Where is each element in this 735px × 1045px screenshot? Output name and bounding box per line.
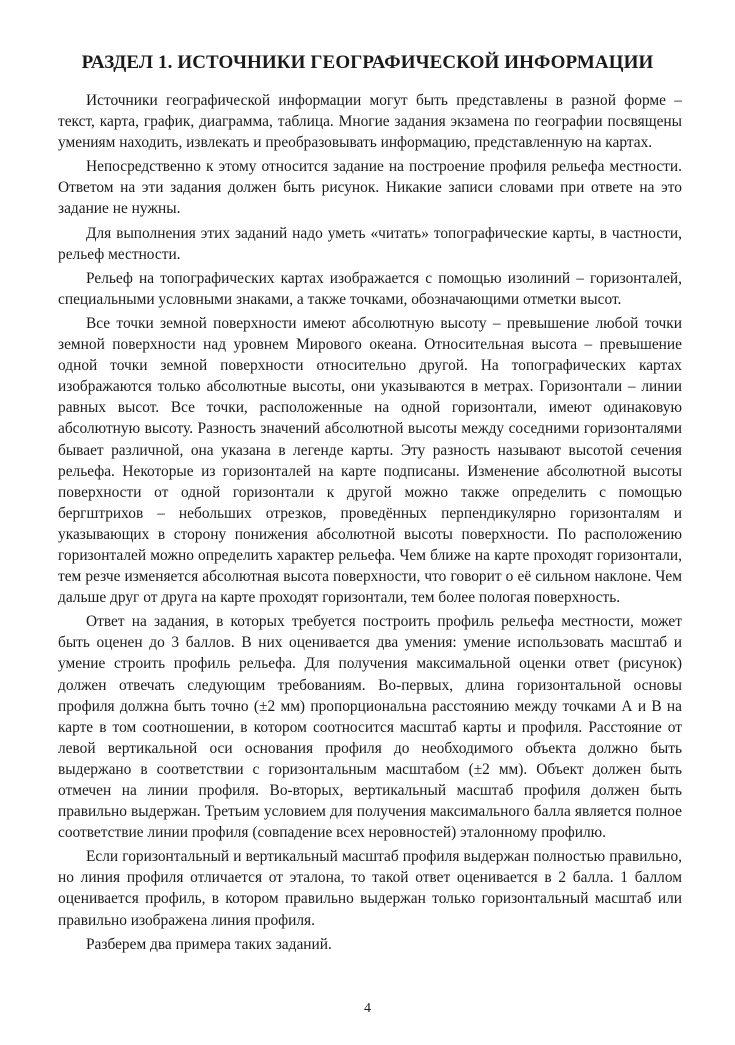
paragraph: Источники географической информации могут быть представлены в разной форме – текст, карта, график, диаграмма, таблица. Многие задания экзамена по географии посвящены умениям находить, извлекать и преобразовывать информацию, представленную на картах. — [58, 92, 682, 152]
body-text — [58, 90, 682, 958]
section-title: РАЗДЕЛ 1. ИСТОЧНИКИ ГЕОГРАФИЧЕСКОЙ ИНФОРМАЦИИ — [81, 52, 654, 73]
paragraph: Если горизонтальный и вертикальный масштаб профиля выдержан полностью правильно, но линия профиля отличается от эталона, то такой ответ оценивается в 2 балла. 1 баллом оценивается профиль, в котором правильно выдержан только горизонтальный масштаб или правильно изображена линия профиля. — [58, 848, 682, 929]
page-number: 4 — [364, 1001, 371, 1016]
paragraph: Непосредственно к этому относится задание на построение профиля рельефа местности. Ответом на эти задания должен быть рисунок. Никакие записи словами при ответе на это задание не нужны. — [58, 158, 682, 218]
paragraph: Все точки земной поверхности имеют абсолютную высоту – превышение любой точки земной поверхности над уровнем Мирового океана. Относительная высота – превышение одной точки земной поверхности относительно другой. На топографических картах изображаются только абсолютные высоты, они указываются в метрах. Горизонтали – линии равных высот. Все точки, расположенные на одной горизонтали, имеют одинаковую абсолютную высоту. Разность значений абсолютной высоты между соседними горизонталями бывает различной, она указана в легенде карты. Эту разность называют высотой сечения рельефа. Некоторые из горизонталей на карте подписаны. Изменение абсолютной высоты поверхности от одной горизонтали к другой можно также определить с помощью бергштрихов – небольших отрезков, проведённых перпендикулярно горизонталям и указывающих в сторону понижения абсолютной высоты поверхности. По расположению горизонталей можно определить характер рельефа. Чем ближе на карте проходят горизонтали, тем резче изменяется абсолютная высота поверхности, что говорит о её сильном наклоне. Чем дальше друг от друга на карте проходят горизонтали, тем более пологая поверхность. — [58, 314, 682, 607]
paragraph: Для выполнения этих заданий надо уметь «читать» топографические карты, в частности, рельеф местности. — [58, 224, 682, 263]
paragraph: Ответ на задания, в которых требуется построить профиль рельефа местности, может быть оценен до 3 баллов. В них оценивается два умения: умение использовать масштаб и умение строить профиль рельефа. Для получения максимальной оценки ответ (рисунок) должен отвечать следующим требованиям. Во-первых, длина горизонтальной основы профиля должна быть точно (±2 мм) пропорциональна расстоянию между точками А и В на карте в том соотношении, в котором соотносится масштаб карты и профиля. Расстояние от левой вертикальной оси основания профиля до необходимого объекта должно быть выдержано в соответствии с горизонтальным масштабом (±2 мм). Объект должен быть отмечен на линии профиля. Во-вторых, вертикальный масштаб профиля должен быть правильно выдержан. Третьим условием для получения максимального балла является полное соответствие линии профиля (совпадение всех неровностей) эталонному профилю. — [58, 613, 682, 842]
paragraph: Разберем два примера таких заданий. — [86, 935, 332, 953]
paragraph: Рельеф на топографических картах изображается с помощью изолиний – горизонталей, специальными условными знаками, а также точками, обозначающими отметки высот. — [58, 269, 682, 308]
